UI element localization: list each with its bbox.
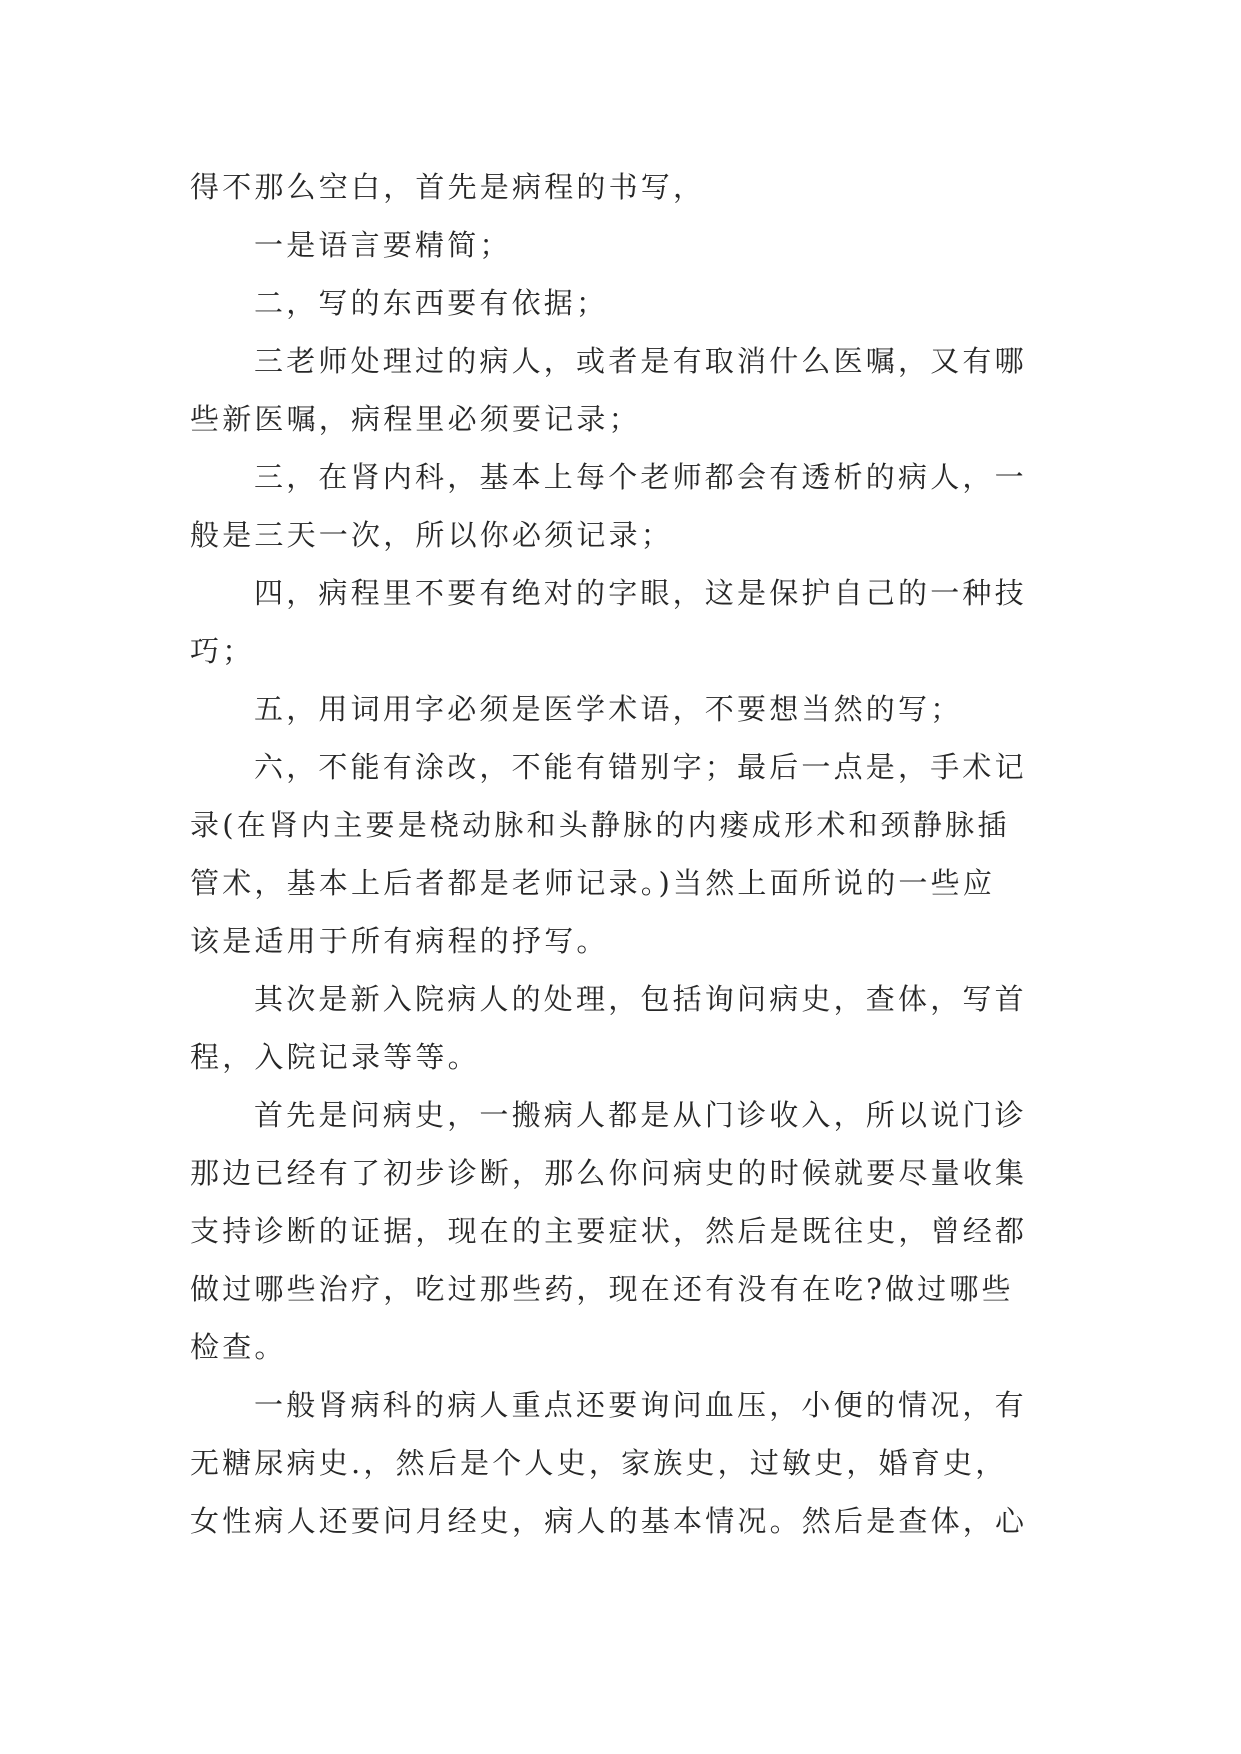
text-line: 无糖尿病史.，然后是个人史，家族史，过敏史，婚育史，: [190, 1446, 1008, 1480]
text-line: 那边已经有了初步诊断，那么你问病史的时候就要尽量收集: [190, 1156, 1028, 1190]
text-line: 女性病人还要问月经史，病人的基本情况。然后是查体，心: [190, 1504, 1028, 1538]
text-line: 巧；: [190, 634, 255, 668]
text-line: 首先是问病史，一搬病人都是从门诊收入，所以说门诊: [254, 1098, 1027, 1132]
text-line: 一般肾病科的病人重点还要询问血压，小便的情况，有: [254, 1388, 1027, 1422]
text-line: 做过哪些治疗，吃过那些药，现在还有没有在吃?做过哪些: [190, 1272, 1014, 1306]
text-line: 六，不能有涂改，不能有错别字；最后一点是，手术记: [254, 750, 1027, 784]
text-line: 其次是新入院病人的处理，包括询问病史，查体，写首: [254, 982, 1027, 1016]
text-line: 检查。: [190, 1330, 287, 1364]
text-line: 三，在肾内科，基本上每个老师都会有透析的病人，一: [254, 460, 1027, 494]
text-line: 四，病程里不要有绝对的字眼，这是保护自己的一种技: [254, 576, 1027, 610]
document-body: [190, 158, 1052, 1550]
text-line: 录(在肾内主要是桡动脉和头静脉的内瘘成形术和颈静脉插: [190, 808, 1010, 842]
text-line: 支持诊断的证据，现在的主要症状，然后是既往史，曾经都: [190, 1214, 1028, 1248]
text-line: 程，入院记录等等。: [190, 1040, 480, 1074]
text-line: 得不那么空白，首先是病程的书写，: [190, 170, 706, 204]
text-line: 二，写的东西要有依据；: [254, 286, 609, 320]
text-line: 五，用词用字必须是医学术语，不要想当然的写；: [254, 692, 963, 726]
text-line: 管术，基本上后者都是老师记录。)当然上面所说的一些应: [190, 866, 996, 900]
text-line: 三老师处理过的病人，或者是有取消什么医嘱，又有哪: [254, 344, 1027, 378]
text-line: 般是三天一次，所以你必须记录；: [190, 518, 674, 552]
text-line: 该是适用于所有病程的抒写。: [190, 924, 609, 958]
text-line: 些新医嘱，病程里必须要记录；: [190, 402, 641, 436]
text-line: 一是语言要精简；: [254, 228, 512, 262]
